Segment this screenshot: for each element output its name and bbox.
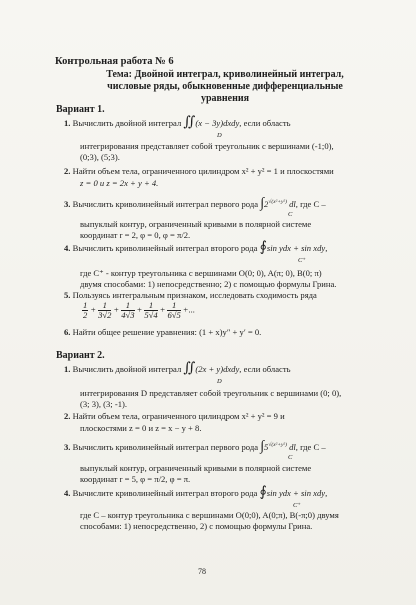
v2-task4-line2: где C – контур треугольника с вершинами O(0;0), A(0;π), B(-π;0) двумя — [80, 510, 339, 520]
task-text-cont: , — [325, 488, 328, 498]
numerator: 1 — [98, 301, 111, 311]
plus-sign: + — [90, 304, 97, 315]
variant-1-heading: Вариант 1. — [56, 104, 105, 115]
v2-task2-line1 — [64, 411, 285, 422]
task-text-cont: , — [325, 243, 328, 253]
task-text: Вычислить криволинейный интеграл первого рода — [72, 441, 259, 452]
task-text: Пользуясь интегральным признаком, исследовать сходимость ряда — [72, 290, 317, 300]
v1-task3-line1 — [64, 197, 326, 210]
task-text: Вычислить двойной интеграл — [72, 118, 182, 128]
task-number: 4. — [64, 488, 71, 498]
contour-integral-sign: ∮ — [259, 485, 267, 500]
integrand-exponent: √(x²+y²) — [268, 442, 287, 448]
v1-task1-line3: (0;3), (5;3). — [80, 152, 120, 162]
task-number: 5. — [64, 290, 71, 300]
numerator: 1 — [144, 301, 157, 311]
task-text: Вычислить криволинейный интеграл первого рода — [72, 198, 259, 209]
line-integral-sign: ∫ — [260, 195, 265, 211]
v1-task4-line2: где C⁺ - контур треугольника с вершинами O(0; 0), A(π; 0), B(0; π) — [80, 268, 322, 278]
denominator: 6√5 — [167, 310, 181, 320]
denominator: 5√4 — [144, 310, 158, 320]
contour-integral-sign: ∮ — [259, 240, 267, 255]
v1-task2-line2: z = 0 и z = 2x + y + 4. — [80, 178, 159, 188]
task-number: 6. — [64, 327, 71, 337]
v1-task3-line3: координат r = 2, φ = 0, φ = π/2. — [80, 230, 191, 240]
v1-task1-line1 — [64, 117, 291, 129]
series-tail: +... — [182, 304, 196, 315]
plus-sign: + — [159, 304, 166, 315]
v1-task4-line1 — [64, 242, 327, 254]
task-text-cont: , где C – — [295, 198, 326, 209]
series-term-1 — [82, 301, 88, 320]
page-number: 78 — [198, 567, 206, 576]
task-text: Вычислите криволинейный интеграл второго рода — [72, 488, 258, 498]
variant-2-heading: Вариант 2. — [56, 350, 105, 361]
integrand-base: 2 — [264, 198, 269, 209]
task-number: 1. — [64, 364, 71, 374]
task-text: Найти объем тела, ограниченного цилиндром x² + y² = 9 и — [72, 411, 285, 421]
task-number: 3. — [64, 198, 71, 209]
series-term-2 — [98, 301, 111, 320]
plus-sign: + — [113, 304, 120, 315]
task-text: Найти общее решение уравнения: (1 + x)y″ + y′ = 0. — [72, 327, 262, 337]
v1-task1-line2: интегрирования представляет собой треугольник с вершинами (-1;0), — [80, 141, 334, 151]
topic-line-2: числовые ряды, обыкновенные дифференциальные — [107, 81, 343, 92]
denominator: 2 — [83, 310, 88, 320]
v2-task3-line2: выпуклый контур, ограниченный кривыми в полярной системе — [80, 463, 312, 473]
v2-task2-line2: плоскостями z = 0 и z = x − y + 8. — [80, 423, 202, 433]
task-number: 1. — [64, 118, 71, 128]
series-expression — [80, 301, 195, 320]
integrand: (x − 3y)dxdy — [195, 118, 240, 128]
double-integral-sign: ∬ — [183, 361, 196, 376]
topic-line-1: Тема: Двойной интеграл, криволинейный интеграл, — [106, 69, 344, 80]
numerator: 1 — [167, 301, 180, 311]
integral-domain-label: D — [217, 378, 222, 385]
integrand-differential: dl — [289, 198, 296, 209]
task-text: Найти объем тела, ограниченного цилиндром x² + y² = 1 и плоскостями — [72, 166, 334, 176]
line-integral-sign: ∫ — [260, 438, 265, 454]
task-text: Вычислить двойной интеграл — [72, 364, 182, 374]
integrand-exponent: √(x²+y²) — [268, 199, 287, 205]
v1-task5-line1 — [64, 290, 317, 301]
task-number: 3. — [64, 441, 71, 452]
contour-label: C⁺ — [298, 257, 306, 264]
task-text-cont: , если область — [239, 118, 291, 128]
integrand-base: 5 — [264, 441, 269, 452]
topic-line-3: уравнения — [200, 93, 250, 104]
v2-task4-line1 — [64, 487, 327, 499]
contour-label: C — [288, 211, 293, 218]
v2-task3-line3: координат r = 5, φ = π/2, φ = π. — [80, 474, 191, 484]
contour-label: C⁺ — [293, 502, 301, 509]
numerator: 1 — [83, 300, 88, 310]
task-number: 2. — [64, 166, 71, 176]
denominator: 4√3 — [121, 310, 135, 320]
task-number: 2. — [64, 411, 71, 421]
v1-task6-line1 — [64, 327, 261, 338]
v2-task1-line2: интегрирования D представляет собой треугольник с вершинами (0; 0), — [80, 388, 342, 398]
integrand: (2x + y)dxdy — [195, 364, 240, 374]
document-title: Контрольная работа № 6 — [55, 56, 174, 67]
series-term-4 — [144, 301, 157, 320]
v1-task2-line1 — [64, 166, 334, 177]
plus-sign: + — [136, 304, 143, 315]
v1-task4-line3: двумя способами: 1) непосредственно; 2) с помощью формулы Грина. — [80, 279, 337, 289]
task-text: Вычислить криволинейный интеграл второго рода — [72, 243, 258, 253]
v2-task3-line1 — [64, 440, 326, 453]
v2-task4-line3: способами: 1) непосредственно, 2) с помощью формулы Грина. — [80, 521, 313, 531]
series-term-5 — [167, 301, 180, 320]
v2-task1-line1 — [64, 363, 291, 375]
double-integral-sign: ∬ — [183, 115, 196, 130]
series-term-3 — [121, 301, 134, 320]
integral-domain-label: D — [217, 132, 222, 139]
denominator: 3√2 — [98, 310, 112, 320]
numerator: 1 — [121, 301, 134, 311]
task-text-cont: , где C – — [295, 441, 326, 452]
v1-task3-line2: выпуклый контур, ограниченный кривыми в полярной системе — [80, 219, 312, 229]
integrand: sin ydx + sin xdy — [266, 488, 326, 498]
task-text-cont: , если область — [239, 364, 291, 374]
integrand-differential: dl — [289, 441, 296, 452]
contour-label: C — [288, 454, 293, 461]
integrand: sin ydx + sin xdy — [266, 243, 326, 253]
v2-task1-line3: (3; 3), (3; -1). — [80, 399, 128, 409]
task-number: 4. — [64, 243, 71, 253]
